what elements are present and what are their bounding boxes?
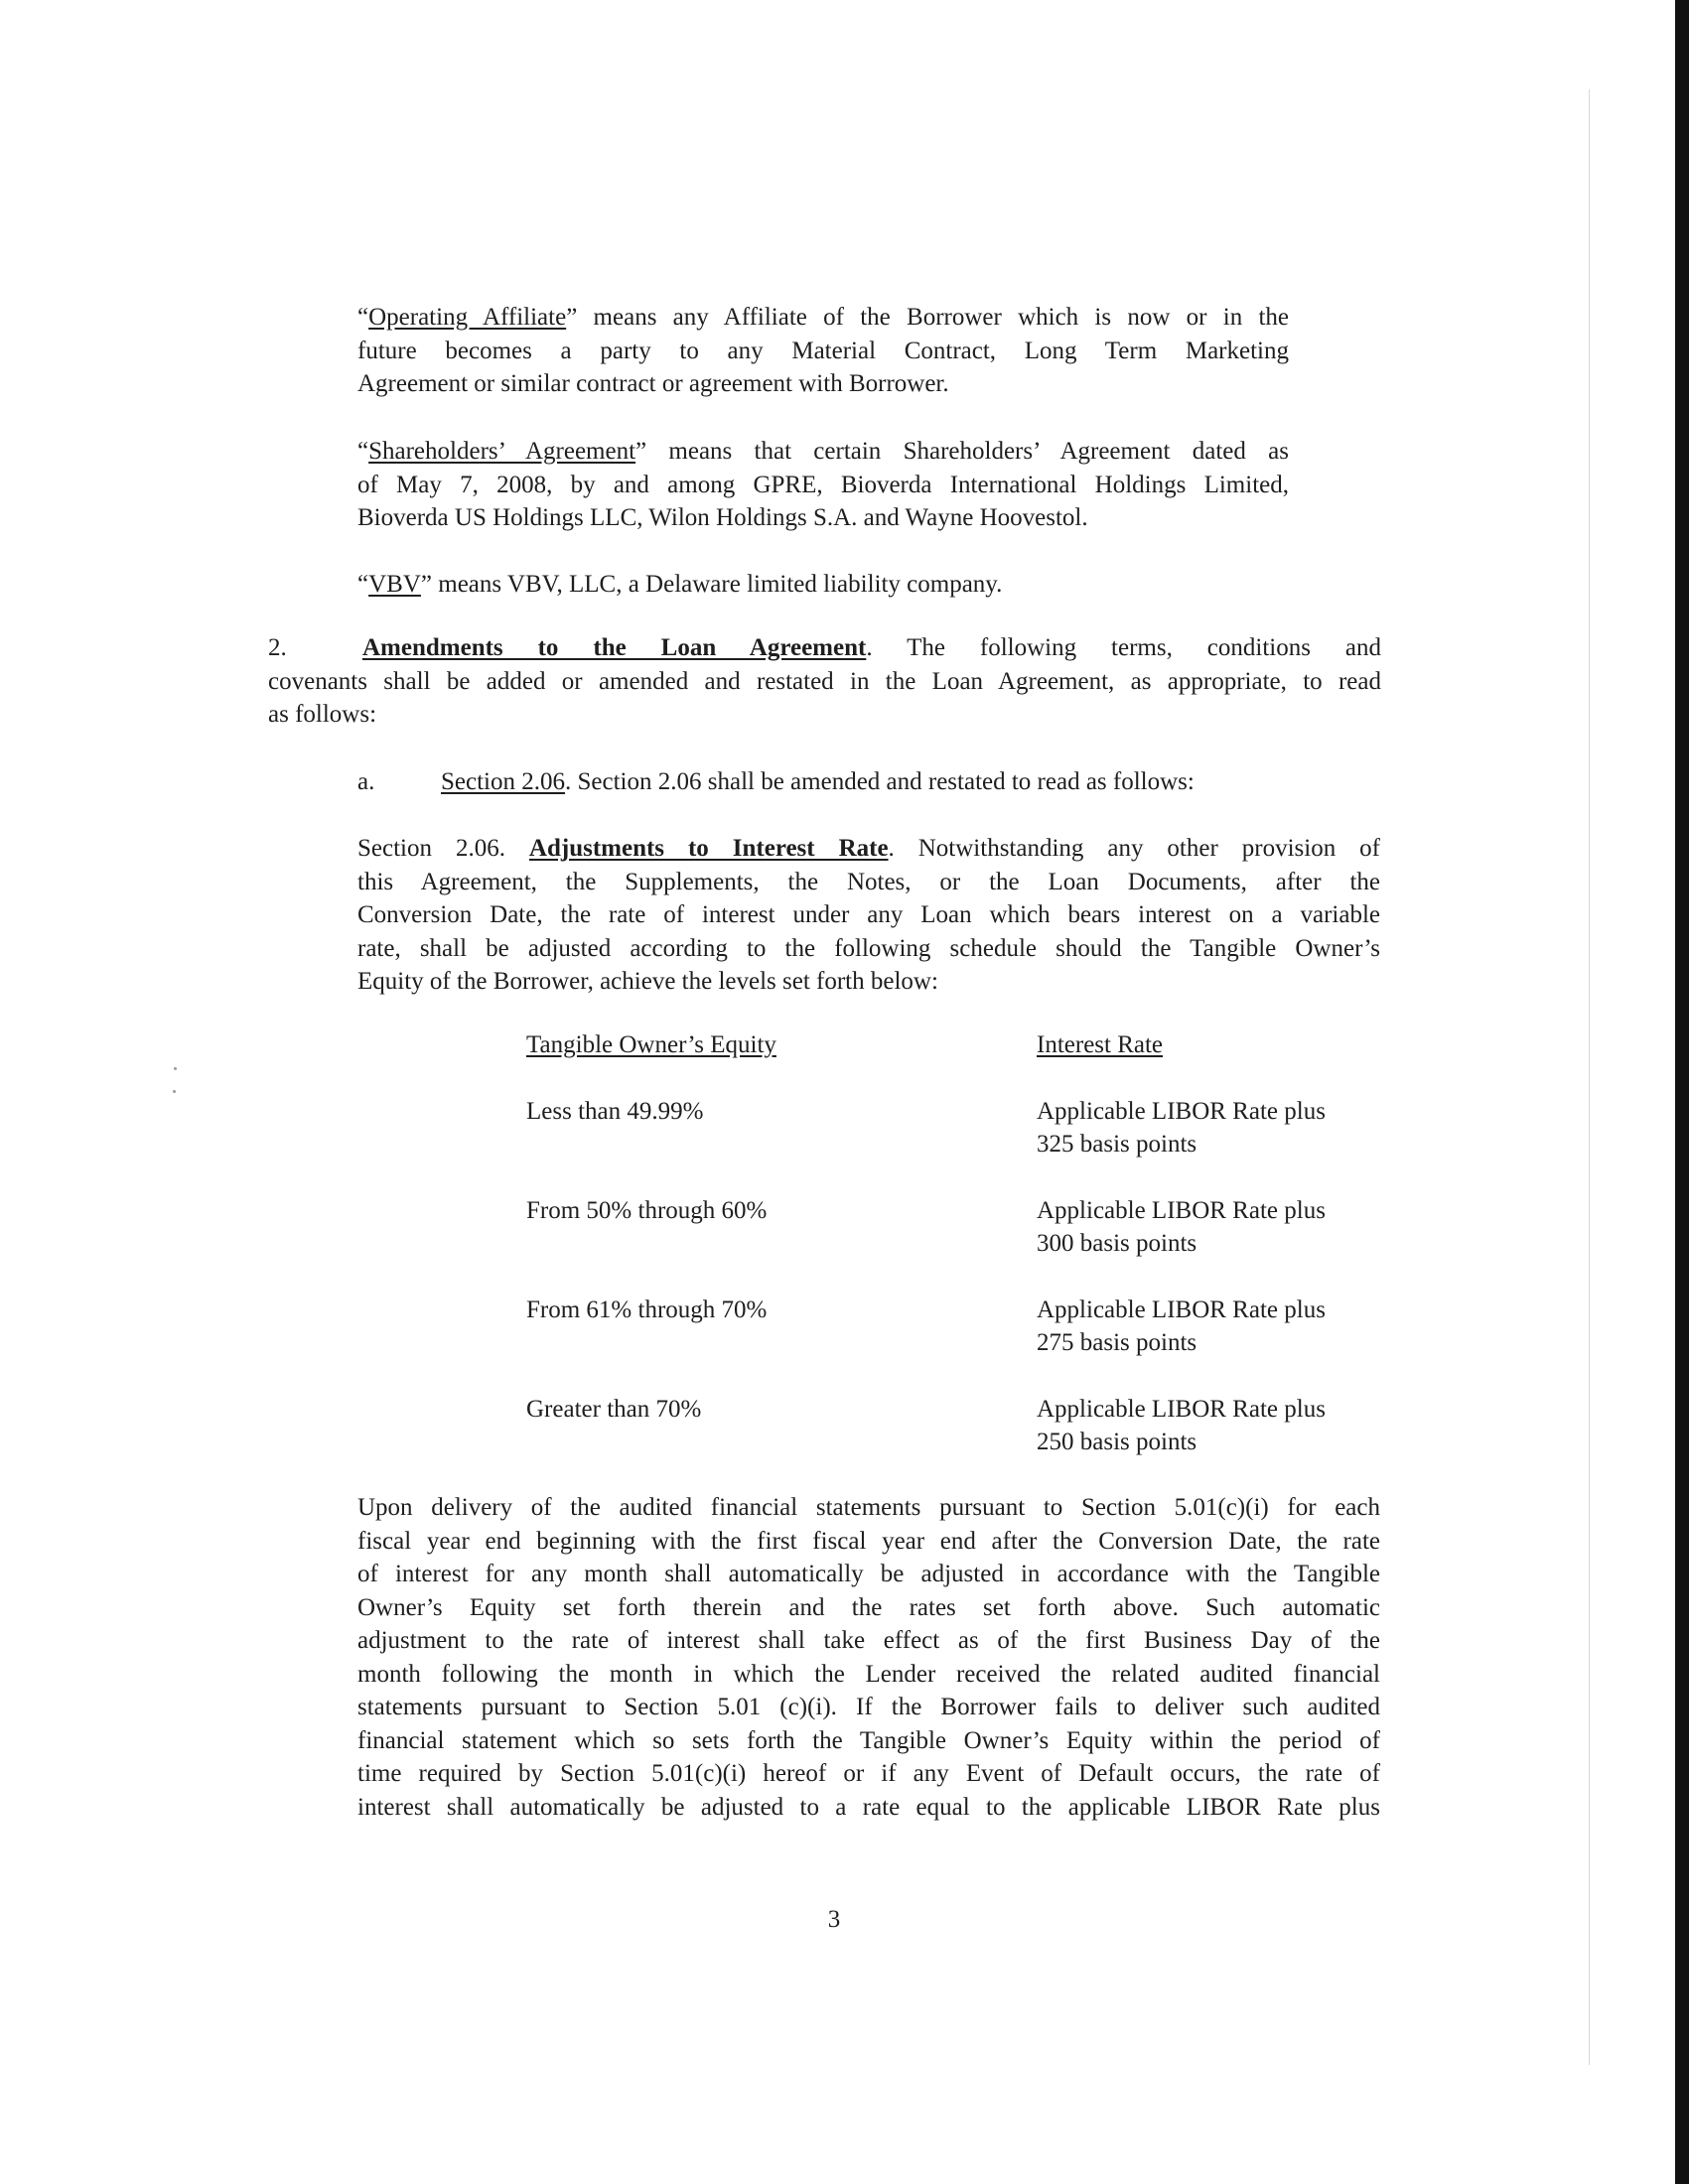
definition-operating-affiliate [357,301,1289,401]
definition-shareholders-agreement [357,435,1289,535]
equity-cell: Less than 49.99% [526,1097,704,1125]
section-line: Conversion Date, the rate of interest under any Loan which bears interest on a variable [357,901,1380,928]
section-line: covenants shall be added or amended and restated in the Loan Agreement, as appropriate, to read [268,667,1381,695]
paragraph-line: time required by Section 5.01(c)(i) hereof or if any Event of Default occurs, the rate of [357,1760,1380,1787]
item-label: a. [357,768,375,795]
table-row [526,1393,1380,1459]
open-quote: “ [357,438,369,465]
defined-term: Operating Affiliate [368,304,567,331]
table-row [526,1294,1380,1360]
section-line: this Agreement, the Supplements, the Notes, or the Loan Documents, after the [357,868,1380,895]
open-quote: “ [357,571,369,598]
table-spacer [526,1360,1380,1393]
paragraph-line: of interest for any month shall automatically be adjusted in accordance with the Tangible [357,1561,1380,1587]
scan-line [1589,89,1590,2065]
paragraph-line: financial statement which so sets forth the Tangible Owner’s Equity within the period of [357,1726,1380,1754]
paragraph-line: month following the month in which the Lender received the related audited financial [357,1660,1380,1688]
defined-term: Shareholders’ Agreement [368,438,636,465]
closing-paragraph [357,1491,1380,1824]
table-spacer [526,1062,1380,1095]
section-text: . The following terms, conditions and [866,634,1381,661]
table-row [526,1194,1380,1261]
rate-line: 325 basis points [1037,1131,1197,1158]
rate-line: Applicable LIBOR Rate plus [1037,1196,1326,1224]
definition-line: future becomes a party to any Material Contract, Long Term Marketing [357,337,1289,364]
section-line: Equity of the Borrower, achieve the levels set forth below: [357,968,938,995]
rate-cell [1037,1194,1380,1261]
paragraph-line: adjustment to the rate of interest shall take effect as of the first Business Day of the [357,1627,1380,1654]
equity-cell: Greater than 70% [526,1395,702,1423]
equity-cell: From 61% through 70% [526,1296,768,1323]
table-spacer [526,1261,1380,1294]
close-quote: ” [635,438,647,465]
scan-speck [173,1090,176,1093]
rate-line: 250 basis points [1037,1429,1197,1455]
table-row [526,1095,1380,1161]
section-2-06-adjustments [357,832,1380,999]
paragraph-line: Upon delivery of the audited financial statements pursuant to Section 5.01(c)(i) for each [357,1494,1380,1521]
definition-text: means VBV, LLC, a Delaware limited liability company. [432,571,1003,598]
paragraph-line: Owner’s Equity set forth therein and the rates set forth above. Such automatic [357,1593,1380,1621]
equity-cell: From 50% through 60% [526,1196,768,1224]
definition-line [357,435,1289,469]
definition-text: means that certain Shareholders’ Agreement dated as [646,438,1289,465]
item-a [357,765,1380,799]
rate-cell [1037,1095,1380,1161]
close-quote: ” [566,304,578,331]
definition-line [357,568,1289,602]
rate-line: Applicable LIBOR Rate plus [1037,1097,1326,1125]
rate-line: 275 basis points [1037,1329,1197,1356]
rate-cell [1037,1294,1380,1360]
section-text: . Notwithstanding any other provision of [888,835,1380,862]
rate-line: 300 basis points [1037,1230,1197,1257]
definition-vbv [357,568,1289,602]
section-line [268,631,1381,665]
rate-line: Applicable LIBOR Rate plus [1037,1296,1326,1323]
item-line [357,765,1380,799]
paragraph-line: statements pursuant to Section 5.01 (c)(i). If the Borrower fails to deliver such audited [357,1694,1380,1720]
definition-line: Bioverda US Holdings LLC, Wilon Holdings S.A. and Wayne Hoovestol. [357,504,1088,531]
header-tangible-owners-equity: Tangible Owner’s Equity [526,1031,776,1058]
definition-line: of May 7, 2008, by and among GPRE, Bioverda International Holdings Limited, [357,471,1289,498]
section-heading: Adjustments to Interest Rate [528,835,889,862]
table-header-row [526,1028,1380,1062]
section-line [357,832,1380,866]
rate-line: Applicable LIBOR Rate plus [1037,1395,1326,1423]
section-2-amendments [268,631,1381,732]
interest-rate-table [526,1028,1380,1459]
item-text: . Section 2.06 shall be amended and restated to read as follows: [565,768,1195,795]
section-line: as follows: [268,701,377,728]
paragraph-line: fiscal year end beginning with the first fiscal year end after the Conversion Date, the rate [357,1527,1380,1555]
open-quote: “ [357,304,369,331]
definition-text: means any Affiliate of the Borrower which is now or in the [577,304,1290,331]
header-interest-rate: Interest Rate [1037,1031,1164,1058]
definition-line: Agreement or similar contract or agreement with Borrower. [357,370,949,397]
table-spacer [526,1161,1380,1194]
paragraph-line: interest shall automatically be adjusted to a rate equal to the applicable LIBOR Rate plus [357,1793,1380,1821]
page-number: 3 [827,1906,841,1933]
scan-edge [1675,0,1689,2184]
item-section-ref: Section 2.06 [441,768,565,795]
defined-term: VBV [368,571,421,598]
rate-cell [1037,1393,1380,1459]
scan-speck [174,1067,177,1070]
section-prefix: Section 2.06. [357,835,529,862]
section-number: 2. [268,634,287,661]
close-quote: ” [420,571,433,598]
definition-line [357,301,1289,335]
section-heading: Amendments to the Loan Agreement [362,634,867,661]
section-line: rate, shall be adjusted according to the following schedule should the Tangible Owner’s [357,934,1380,962]
